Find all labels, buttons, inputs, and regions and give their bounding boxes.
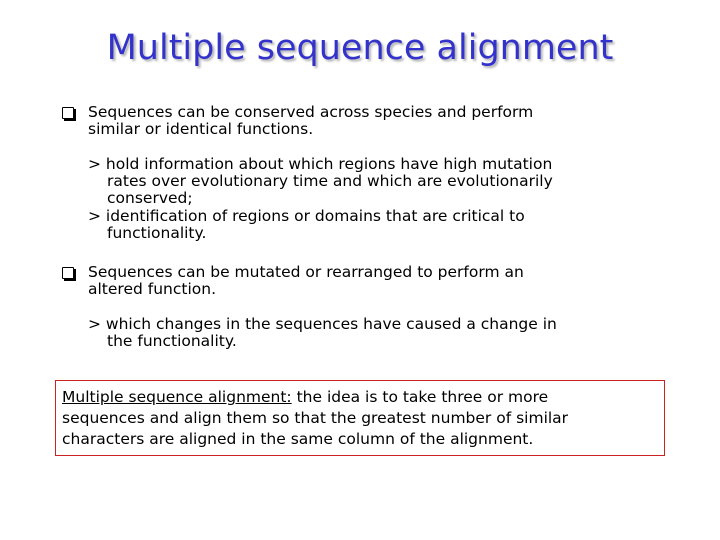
subpoint-1-2-line-1: > identification of regions or domains that are critical to bbox=[88, 207, 525, 225]
subpoint-2-1 bbox=[88, 316, 688, 350]
subpoint-1-1 bbox=[88, 156, 688, 207]
bullet-item-1 bbox=[62, 104, 652, 138]
definition-line-2: sequences and align them so that the greatest number of similar bbox=[62, 409, 569, 427]
definition-line-3: characters are aligned in the same column of the alignment. bbox=[62, 430, 534, 448]
definition-text bbox=[62, 387, 568, 450]
definition-term: Multiple sequence alignment: bbox=[62, 388, 292, 406]
bullet-1-line-2: similar or identical functions. bbox=[88, 120, 314, 138]
bullet-2-line-2: altered function. bbox=[88, 280, 216, 298]
definition-line-1-rest: the idea is to take three or more bbox=[291, 388, 549, 406]
subpoint-1-1-line-2: rates over evolutionary time and which are evolutionarily bbox=[107, 172, 553, 190]
subpoint-1-2-line-2: functionality. bbox=[107, 224, 207, 242]
bullet-2-line-1: Sequences can be mutated or rearranged to perform an bbox=[88, 263, 524, 281]
subpoint-1-2 bbox=[88, 208, 688, 242]
definition-line-1 bbox=[62, 387, 568, 408]
slide-title: Multiple sequence alignment bbox=[106, 28, 614, 68]
square-bullet-icon bbox=[62, 107, 74, 119]
bullet-1-line-1: Sequences can be conserved across species and perform bbox=[88, 103, 534, 121]
subpoint-2-1-line-1: > which changes in the sequences have caused a change in bbox=[88, 315, 557, 333]
square-bullet-icon bbox=[62, 267, 74, 279]
definition-callout-box bbox=[55, 380, 665, 456]
subpoint-2-1-line-2: the functionality. bbox=[107, 332, 237, 350]
subpoint-1-1-line-3: conserved; bbox=[107, 189, 193, 207]
subpoint-1-1-line-1: > hold information about which regions have high mutation bbox=[88, 155, 553, 173]
bullet-item-2 bbox=[62, 264, 652, 298]
